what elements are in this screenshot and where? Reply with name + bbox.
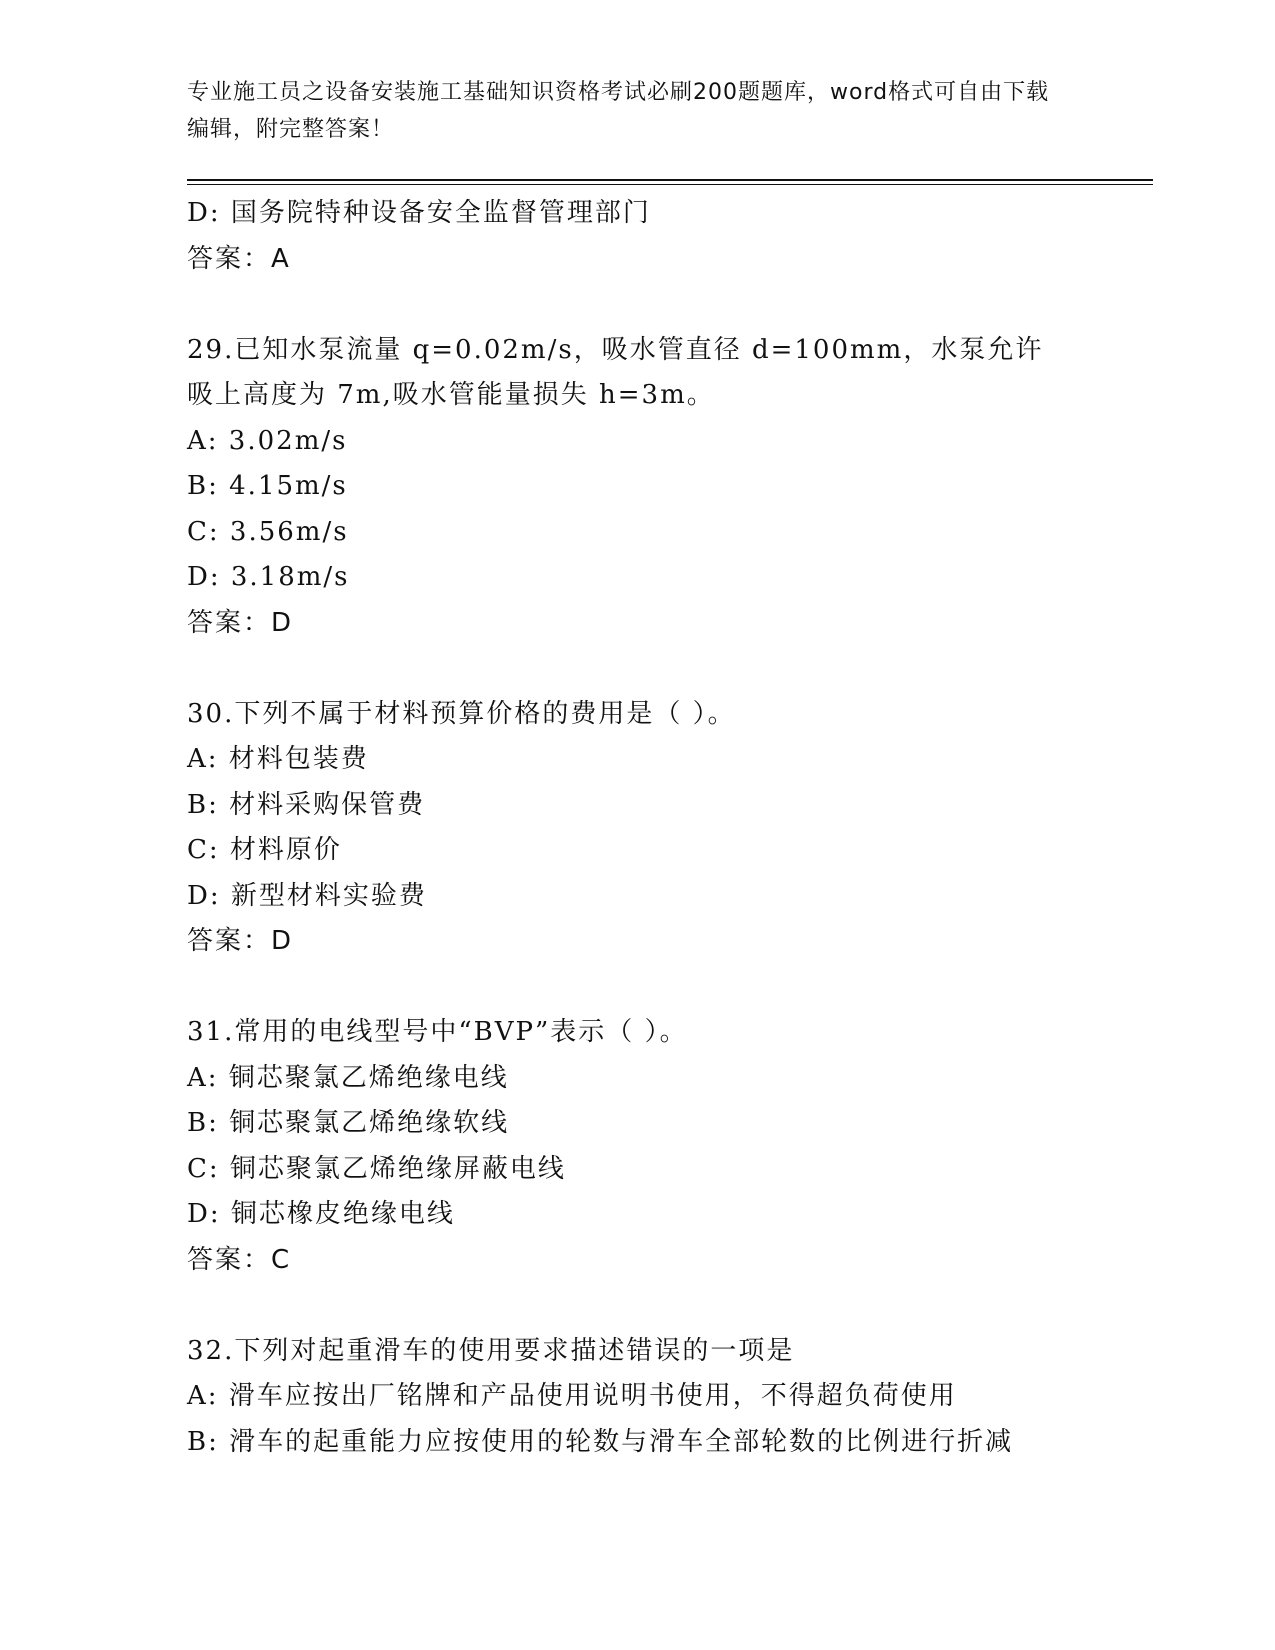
answer: 答案：A: [187, 243, 291, 274]
question-stem: 32.下列对起重滑车的使用要求描述错误的一项是: [187, 1335, 795, 1366]
question-list: [187, 191, 1147, 1465]
option-b: B: 材料采购保管费: [187, 789, 426, 820]
question-stem: 30.下列不属于材料预算价格的费用是（ ）。: [187, 698, 736, 729]
header-divider: [187, 179, 1153, 181]
option-b: B: 4.15m/s: [187, 471, 348, 501]
option-d: D: 铜芯橡皮绝缘电线: [187, 1199, 455, 1229]
option-d: D: 国务院特种设备安全监督管理部门: [187, 198, 651, 228]
option-c: C: 铜芯聚氯乙烯绝缘屏蔽电线: [187, 1153, 566, 1184]
option-b: B: 铜芯聚氯乙烯绝缘软线: [187, 1108, 510, 1138]
option-c: C: 材料原价: [187, 835, 342, 865]
answer: 答案：D: [187, 607, 294, 638]
question-stem: 29.已知水泵流量 q=0.02m/s，吸水管直径 d=100mm，水泵允许吸上高度为 7m,吸水管能量损失 h=3m。: [187, 334, 1044, 410]
option-d: D: 3.18m/s: [187, 562, 350, 592]
answer: 答案：D: [187, 926, 294, 956]
question-stem: 31.常用的电线型号中“BVP”表示（ ）。: [187, 1017, 688, 1047]
option-d: D: 新型材料实验费: [187, 880, 427, 911]
document-header: 专业施工员之设备安装施工基础知识资格考试必刷200题题库，word格式可自由下载编辑，附完整答案！: [187, 80, 1050, 142]
option-a: A: 材料包装费: [187, 744, 369, 774]
answer: 答案：C: [187, 1244, 292, 1275]
header-divider-thin: [187, 184, 1153, 185]
option-b: B: 滑车的起重能力应按使用的轮数与滑车全部轮数的比例进行折减: [187, 1426, 1014, 1457]
option-a: A: 铜芯聚氯乙烯绝缘电线: [187, 1062, 509, 1093]
option-c: C: 3.56m/s: [187, 516, 349, 547]
option-a: A: 3.02m/s: [187, 425, 348, 456]
option-a: A: 滑车应按出厂铭牌和产品使用说明书使用，不得超负荷使用: [187, 1381, 957, 1411]
